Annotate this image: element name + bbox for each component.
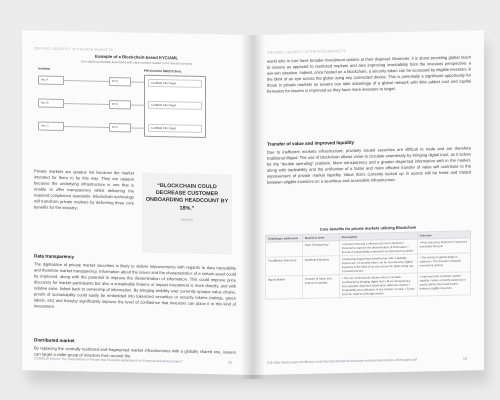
figure-connector [131,81,144,82]
right-footer: [13] https://www.ssga.com/library-content/products/fund-docs/private-markets-tokenization-white-paper.pdf [267,357,417,365]
table-row [266,272,471,299]
figure-col-investor: Investor [38,66,51,71]
table-header: Description [339,232,417,241]
transfer-of-value-paragraph: Due to inefficient markets infrastructure, privately issued securities are difficult to trade and are therefore traditional illiquid. The use of blockchain allows value to circulate seamlessly by bringing digital trust, as it solves for the “double spending” problem. More transparency and a greater dispersed information with in the market, along with tradeability and the unification of a faster and more efficient transfer of value will contribute to the improvement of private market liquidity. Value that's currently locked up in assets will be freed and traded between eligible investors on a seamless and accessible infrastructure. [267,145,471,185]
figure-connector [64,80,109,81]
left-running-head: DRIVING LIQUIDITY IN PRIVATE MARKETS [34,46,113,53]
table-cell: Data Transparency [302,241,339,257]
figure-investor-box: Inv. B [38,98,64,108]
table-cell [266,241,303,257]
table-header: Challenges addressed [266,234,303,242]
table-title: Core benefits for private markets utilizing Blockchain [319,225,417,232]
figure-subtitle: One-step(s) potentially associated with each investor-related to the investor process [80,59,193,66]
open-book [22,35,484,379]
table-cell: • Improvements of private market liquidity • Value currently locked up in assets will be freed and traded between eligible investors [417,272,470,296]
figure-connector [64,126,109,127]
figure-check-item: Certified File Read [148,79,202,88]
left-page [22,30,253,375]
pull-quote [142,173,232,255]
figure-investor-box: Inv. A [38,75,64,85]
figure-investor-box: Inv. C [38,121,64,131]
benefits-table [265,224,471,299]
figure-check-item: Certified File Read [148,101,202,110]
right-page [253,30,484,375]
left-page-number: 12 [228,360,232,365]
right-running-head: DRIVING LIQUIDITY IN PRIVATE MARKETS [267,49,346,55]
figure-title: Example of a Blockchain-based KYC/AML [94,53,179,61]
data-transparency-paragraph: The digitisation of private market securities is likely to deliver improvements with regards to data traceability and therefore market transparency. Information about the issuer and the characteristics of a certain asset could be improved, along with the potential to improve the dissemination of information. This could improve price discovery for market participants but also a sustainable finance or impact investment is more directly, and with relative ease, linked back to ownership of information. By bringing visibility over currently opaque value chains, proofs of sustainability could easily be embedded into tokenized securities or security tokens (ratings, green labels, etc) and thereby significantly improve the level of confidence that investors can place it in this kind of investment. [34,261,236,309]
figure-connector [131,127,144,128]
figure-connector [131,104,144,105]
pull-quote-text: “BLOCKCHAIN COULD DECREASE CUSTOMER ONBOARDING HEADCOUNT BY 18%.” [145,182,229,212]
table-cell: Illiquid Market [266,275,303,299]
figure-kyc-box: KYC [109,77,131,86]
distributed-market-paragraph: By replacing the centrally restricted and fragmented market infrastructures with a globally shared one, issuers can target a wider group of investors from around the [34,345,236,359]
kyc-figure [34,52,239,156]
table-cell: • The use of blockchain allows value to circulate seamlessly by bringing digital trust • More transparency and a greater dispersed information within the market • Tradeability and unification of fast transfer of value • Funds won't be hastened through assets [339,273,417,298]
right-page-number: 13 [463,356,467,361]
table-cell: • Price discovery improved • Improved investable lifecycle [417,238,470,254]
table-cell: • The investor's global target is widened • The investor's Network investment options [417,253,470,273]
distributed-market-continued: world who in turn have broader investment options at their disposal. Moreover, it is about providing global reach to issuers as opposed to restricted markets and also improving investability from the investors perspective: a win-win situation. Indeed, once hosted on a blockchain, a security token can be accessed by eligible investors in the blink of an eye across the globe using any connected device. This is potentially a significant opportunity for those in private markets as issuers can take advantage of a global network with little added cost and capital formation for issuers is improved as they have more investors to target. [267,54,471,94]
heading-distributed-market: Distributed market [34,337,75,344]
heading-data-transparency: Data transparency [34,253,75,260]
figure-connector [64,103,109,104]
heading-transfer-of-value: Transfer of value and improved liquidity [267,139,355,147]
left-footer: CONSILIO Report: The Tokenisation of Private and Financial Applications for Financial Industries project? [34,356,183,364]
table-cell: Distributed Markets [302,256,339,276]
table-cell: • Replacing fragmented infrastructure with a globally shared one • A security token can be accessed by eligible investors in the blink of an eye across the globe using any connected device [339,254,417,275]
intro-paragraph: Private markets are opaque not because the market intended for there to be this way. They are opaque because the underlying infrastructure is one that is unable to offer transparency whilst delivering the required compliance standards. Blockchain technology will transform private markets by delivering three core benefits for the industry: [34,168,134,211]
table-cell: Fund/Broker Discovery [266,256,303,276]
pull-quote-source: McKinsey [180,217,194,222]
table-header: Outcome [417,231,470,239]
table-header: Business lever [302,234,339,242]
table-cell: Transfer of Value and improved Liquidity [302,275,339,299]
table-cell: • Investor trust and a efficient and more informed • Potential to improve the dissemination of information • Proofs of sustainability embedded via tokenized securities [339,239,417,256]
figure-col-pm: PM Investor Mkt/Ch./Inst. [144,68,182,74]
figure-kyc-box: KYC [109,100,131,109]
figure-check-item: Certified File Read [148,124,202,133]
figure-kyc-box: KYC [109,123,131,132]
